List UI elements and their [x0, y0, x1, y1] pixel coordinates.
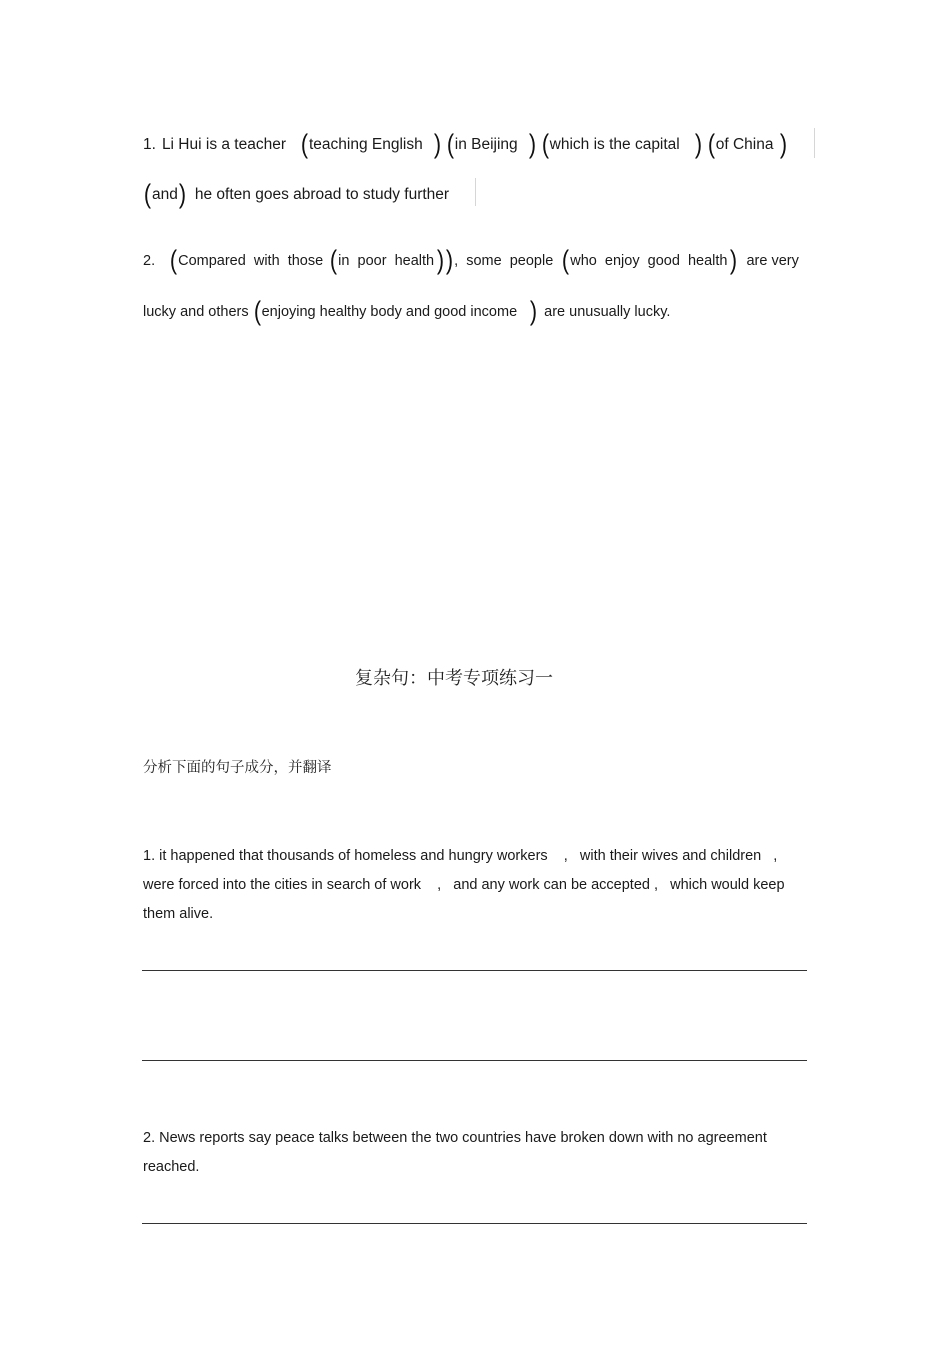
sentence-1-line-2 [143, 181, 449, 208]
group-compared-with-those: Compared with those [178, 252, 324, 269]
group-in-poor-health: in poor health [338, 252, 435, 269]
paren-open: ( [541, 129, 549, 159]
group-enjoying-healthy-body: enjoying healthy body and good income [261, 303, 518, 320]
paren-close: ) [730, 245, 738, 275]
exercise-2-line-1: 2. News reports say peace talks between the two countries have broken down with no agreement [143, 1130, 767, 1146]
group-in-beijing: in Beijing [454, 135, 518, 153]
sentence-2-number: 2. [143, 252, 156, 269]
paren-close: ) [437, 245, 445, 275]
answer-line [142, 1223, 807, 1224]
page-title: 复杂句：中考专项练习一 [355, 668, 553, 689]
sentence-2-unusually-lucky: are unusually lucky. [544, 303, 671, 320]
sentence-2-line-2 [143, 298, 670, 325]
paren-close: ) [528, 129, 536, 159]
exercise-1-line-1: 1. it happened that thousands of homeless and hungry workers , with their wives and children , [143, 848, 778, 864]
exercise-2-line-2: reached. [143, 1159, 200, 1175]
group-and: and [152, 185, 178, 203]
answer-line [142, 970, 807, 971]
paren-open: ( [169, 245, 178, 275]
answer-line [142, 1060, 807, 1061]
sentence-1-main: Li Hui is a teacher [161, 135, 286, 153]
exercise-1-line-3: them alive. [143, 906, 214, 922]
instruction: 分析下面的句子成分，并翻译 [143, 760, 332, 776]
paren-close: ) [780, 129, 788, 159]
paren-open: ( [562, 245, 570, 275]
cursor-line [814, 128, 815, 158]
sentence-2-line-1 [143, 247, 799, 274]
paren-close: ) [433, 129, 441, 159]
paren-open: ( [707, 129, 715, 159]
group-which-is-the-capital: which is the capital [549, 135, 680, 153]
sentence-1-line-1 [143, 131, 788, 158]
group-teaching-english: teaching English [309, 135, 423, 153]
paren-close: ) [446, 245, 454, 275]
sentence-1-tail: he often goes abroad to study further [194, 185, 450, 203]
paren-open: ( [300, 129, 309, 159]
paren-open: ( [330, 245, 338, 275]
cursor-line [475, 178, 476, 206]
paren-close: ) [178, 179, 186, 209]
group-who-enjoy-good-health: who enjoy good health [570, 252, 728, 269]
paren-close: ) [694, 129, 702, 159]
exercise-1-line-2: were forced into the cities in search of work , and any work can be accepted , which would keep [143, 877, 785, 893]
paren-open: ( [446, 129, 454, 159]
group-of-china: of China [715, 135, 774, 153]
paren-close: ) [530, 296, 538, 326]
sentence-2-some-people: , some people [454, 252, 554, 269]
sentence-2-are-very: are very [746, 252, 799, 269]
paren-open: ( [143, 179, 152, 209]
sentence-2-lucky-and-others: lucky and others [143, 303, 249, 320]
sentence-1-number: 1. [143, 135, 156, 153]
paren-open: ( [253, 296, 261, 326]
